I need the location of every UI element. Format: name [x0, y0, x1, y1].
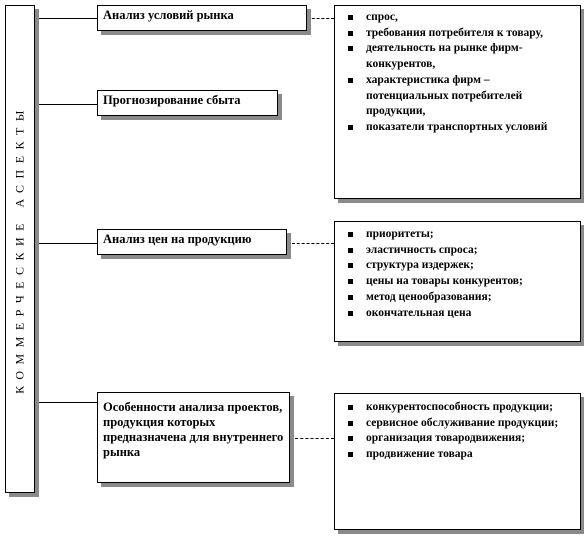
connector-line	[35, 243, 97, 244]
price-factors-list	[347, 227, 574, 321]
market-factors-list	[347, 10, 574, 136]
market-conditions-box	[97, 5, 307, 31]
list-item: показатели транспортных условий	[347, 120, 574, 136]
list-item: деятельность на рынке фирм-конкурентов,	[347, 41, 574, 72]
domestic-market-label: Особенности анализа проектов, продукция которых предназначена для внутреннего рынка	[103, 400, 284, 459]
list-item: характеристика фирм – потенциальных потребителей продукции,	[347, 73, 574, 120]
list-item: метод ценообразования;	[347, 290, 574, 306]
list-item: организация товародвижения;	[347, 431, 574, 447]
sales-forecast-box	[97, 90, 278, 116]
market-factors-list-box	[334, 5, 581, 199]
price-analysis-label: Анализ цен на продукцию	[103, 232, 252, 246]
list-item: приоритеты;	[347, 227, 574, 243]
list-item: продвижение товара	[347, 447, 574, 463]
connector-line	[35, 402, 97, 403]
list-item: эластичность спроса;	[347, 243, 574, 259]
price-analysis-box	[97, 229, 287, 255]
list-item: конкурентоспособность продукции;	[347, 400, 574, 416]
sales-forecast-label: Прогнозирование сбыта	[103, 93, 241, 107]
list-item: цены на товары конкурентов;	[347, 274, 574, 290]
list-item: сервисное обслуживание продукции;	[347, 416, 574, 432]
connector-line	[35, 104, 97, 105]
dashed-connector	[287, 243, 334, 244]
list-item: требования потребителя к товару,	[347, 26, 574, 42]
connector-line	[35, 18, 97, 19]
commercial-aspects-box	[5, 5, 35, 493]
domestic-factors-list	[347, 400, 574, 463]
list-item: структура издержек;	[347, 258, 574, 274]
dashed-connector	[290, 438, 334, 439]
price-factors-list-box	[334, 221, 581, 342]
vertical-title: КОММЕРЧЕСКИЕ АСПЕКТЫ	[12, 104, 27, 394]
domestic-market-box	[97, 392, 290, 483]
list-item: спрос,	[347, 10, 574, 26]
domestic-factors-list-box	[334, 393, 581, 530]
list-item: окончательная цена	[347, 306, 574, 322]
market-conditions-label: Анализ условий рынка	[103, 8, 234, 22]
dashed-connector	[307, 18, 334, 19]
